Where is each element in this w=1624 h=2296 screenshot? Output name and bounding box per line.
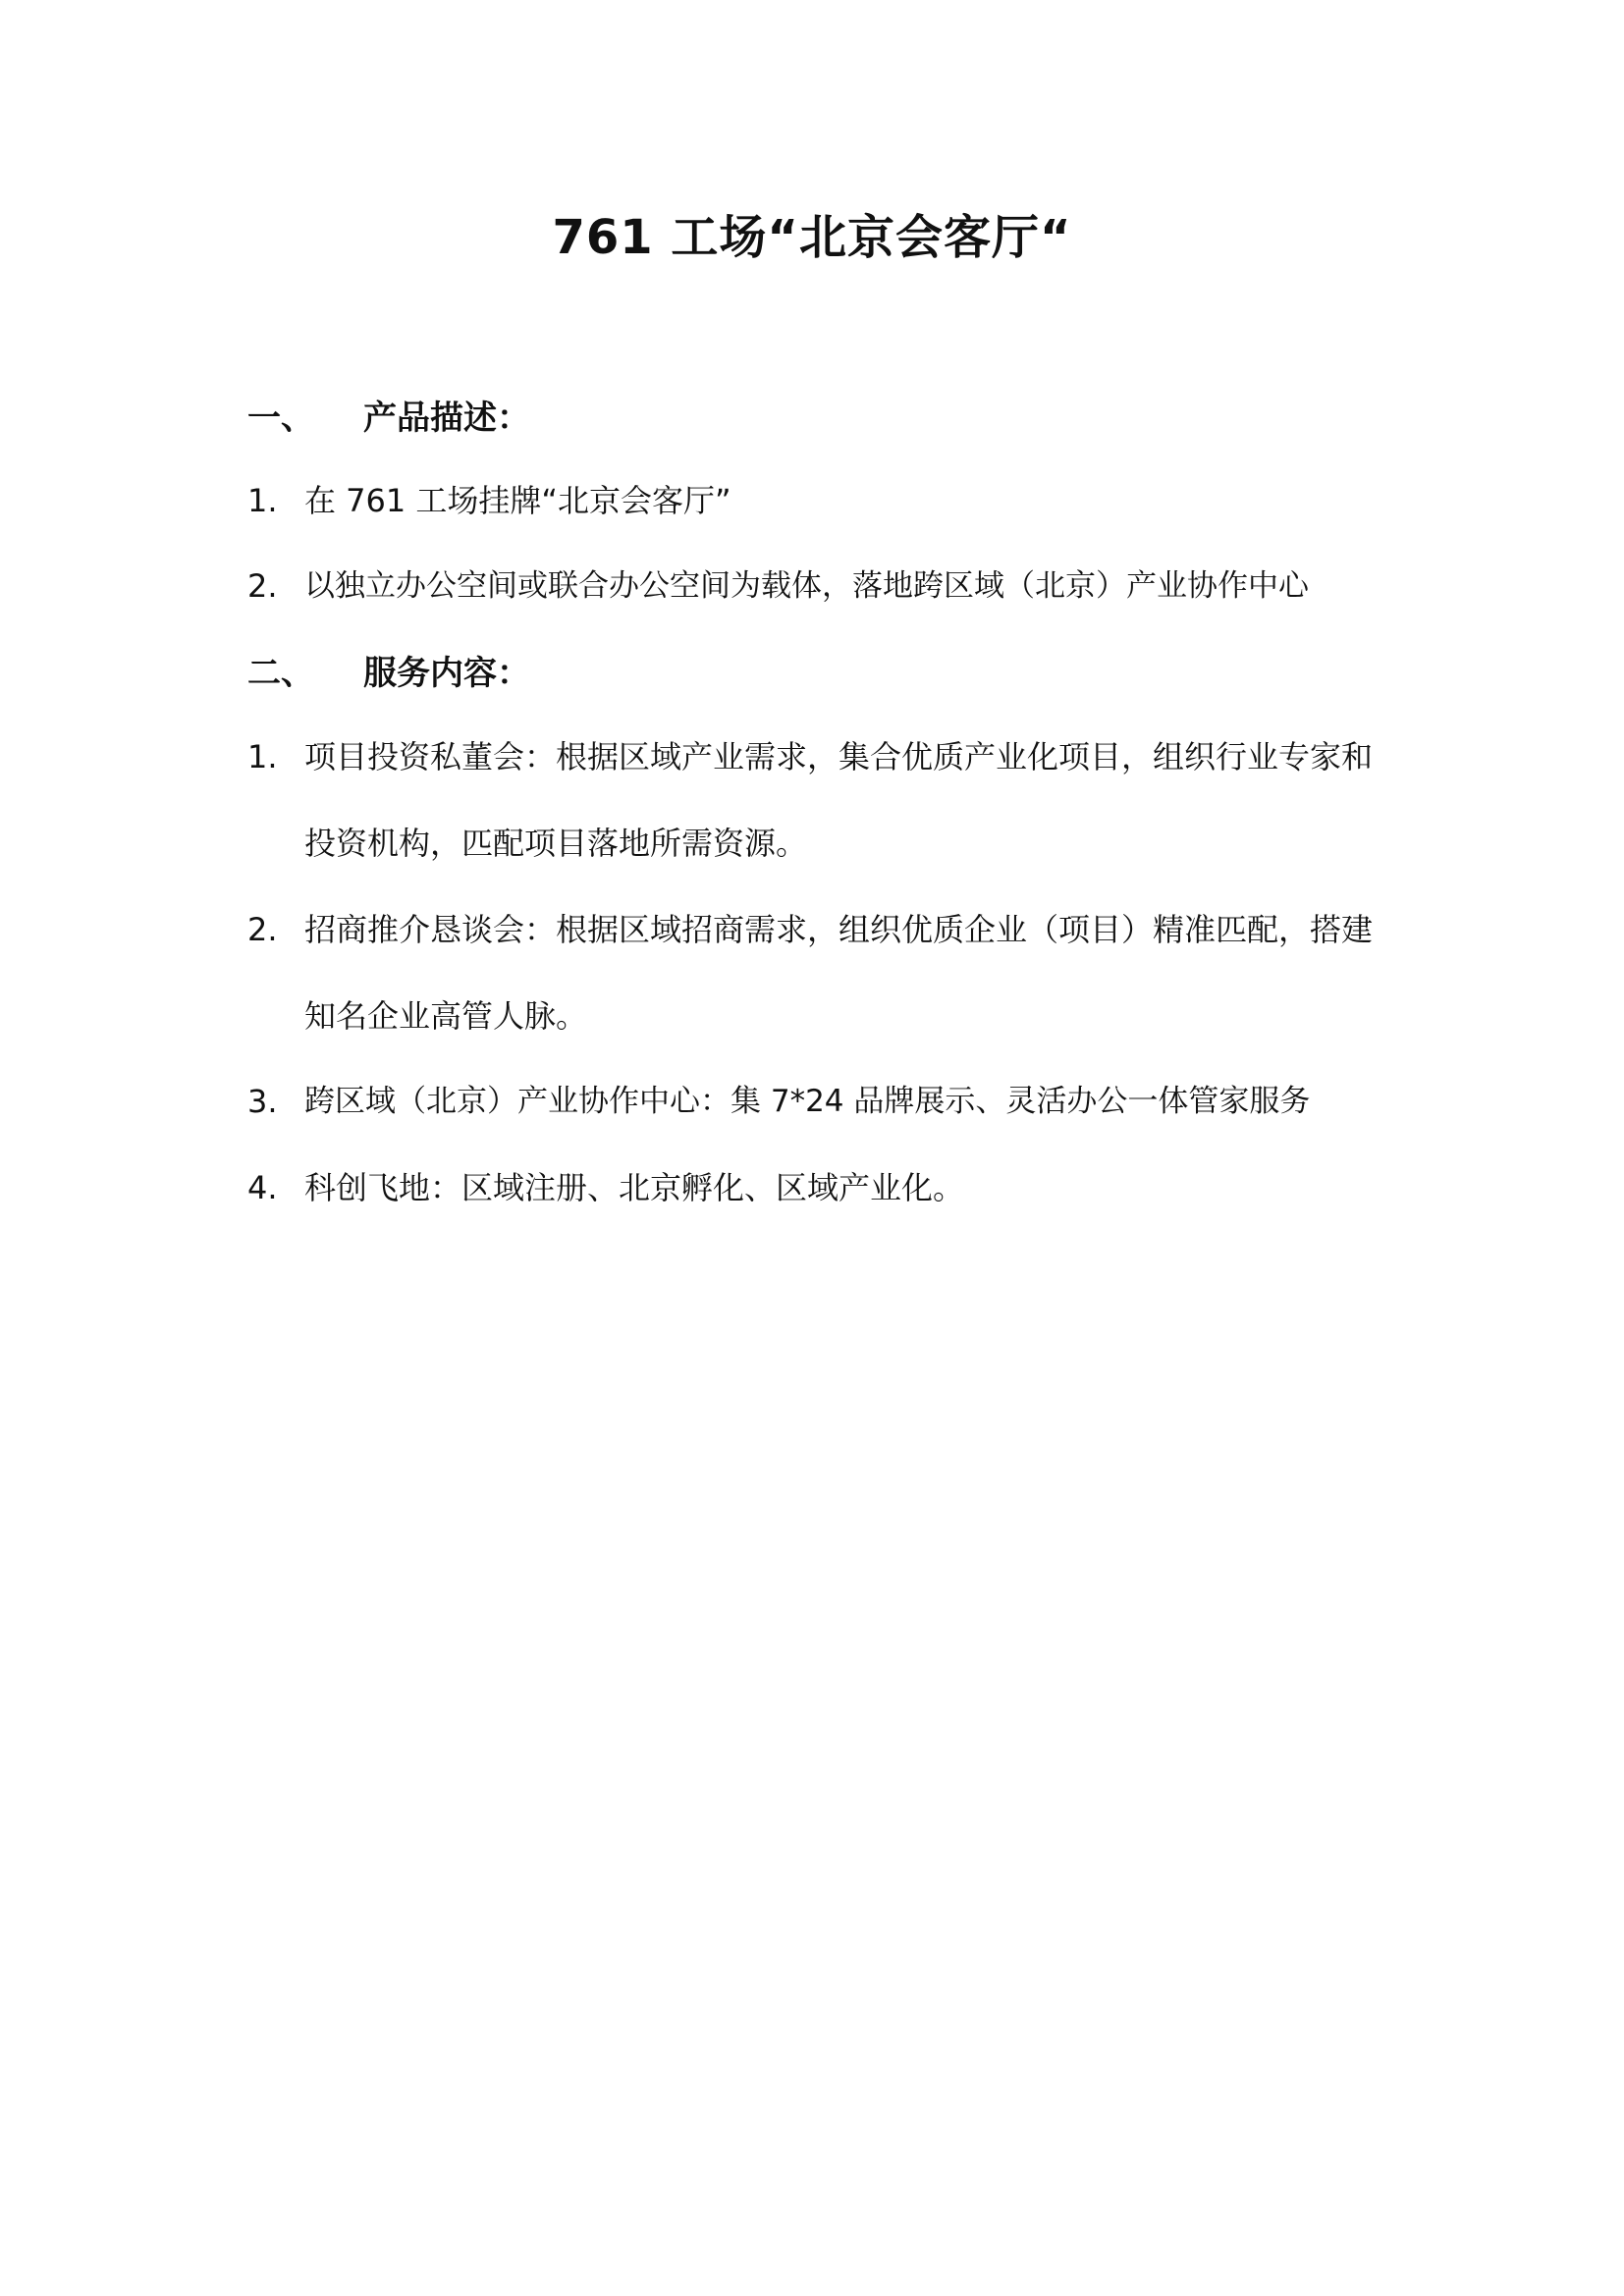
- document-title: 761 工场“北京会客厅“: [552, 210, 1072, 265]
- list-item-text: 跨区域（北京）产业协作中心：集 7*24 品牌展示、灵活办公一体管家服务: [304, 1084, 1311, 1119]
- list-item: [247, 1078, 1386, 1125]
- section-number: 一、: [247, 399, 314, 438]
- list-item: [247, 477, 1386, 524]
- list-item-text: 以独立办公空间或联合办公空间为载体，落地跨区域（北京）产业协作中心: [304, 568, 1309, 604]
- list-item-text: 招商推介恳谈会：根据区域招商需求，组织优质企业（项目）精准匹配，搭建知名企业高管人脉。: [304, 911, 1374, 1035]
- list-item-number: 4.: [247, 1169, 278, 1206]
- list-item-number: 1.: [247, 482, 278, 519]
- section-title: 产品描述：: [363, 399, 530, 438]
- section-heading-product-description: [247, 395, 530, 442]
- list-item-text: 项目投资私董会：根据区域产业需求，集合优质产业化项目，组织行业专家和投资机构，匹配项目落地所需资源。: [304, 738, 1374, 862]
- section-heading-service-content: [247, 650, 530, 697]
- list-item-number: 1.: [247, 738, 278, 775]
- list-item: [247, 562, 1386, 610]
- list-item: [247, 1164, 1386, 1211]
- list-item-text: 在 761 工场挂牌“北京会客厅”: [304, 482, 731, 519]
- list-item-text: 科创飞地：区域注册、北京孵化、区域产业化。: [304, 1169, 965, 1206]
- section-number: 二、: [247, 654, 314, 693]
- list-item: [247, 906, 1386, 1059]
- list-item-number: 2.: [247, 911, 278, 948]
- list-item-number: 2.: [247, 567, 278, 605]
- list-item: [247, 733, 1386, 886]
- list-item-number: 3.: [247, 1083, 278, 1120]
- section-title: 服务内容：: [363, 654, 530, 693]
